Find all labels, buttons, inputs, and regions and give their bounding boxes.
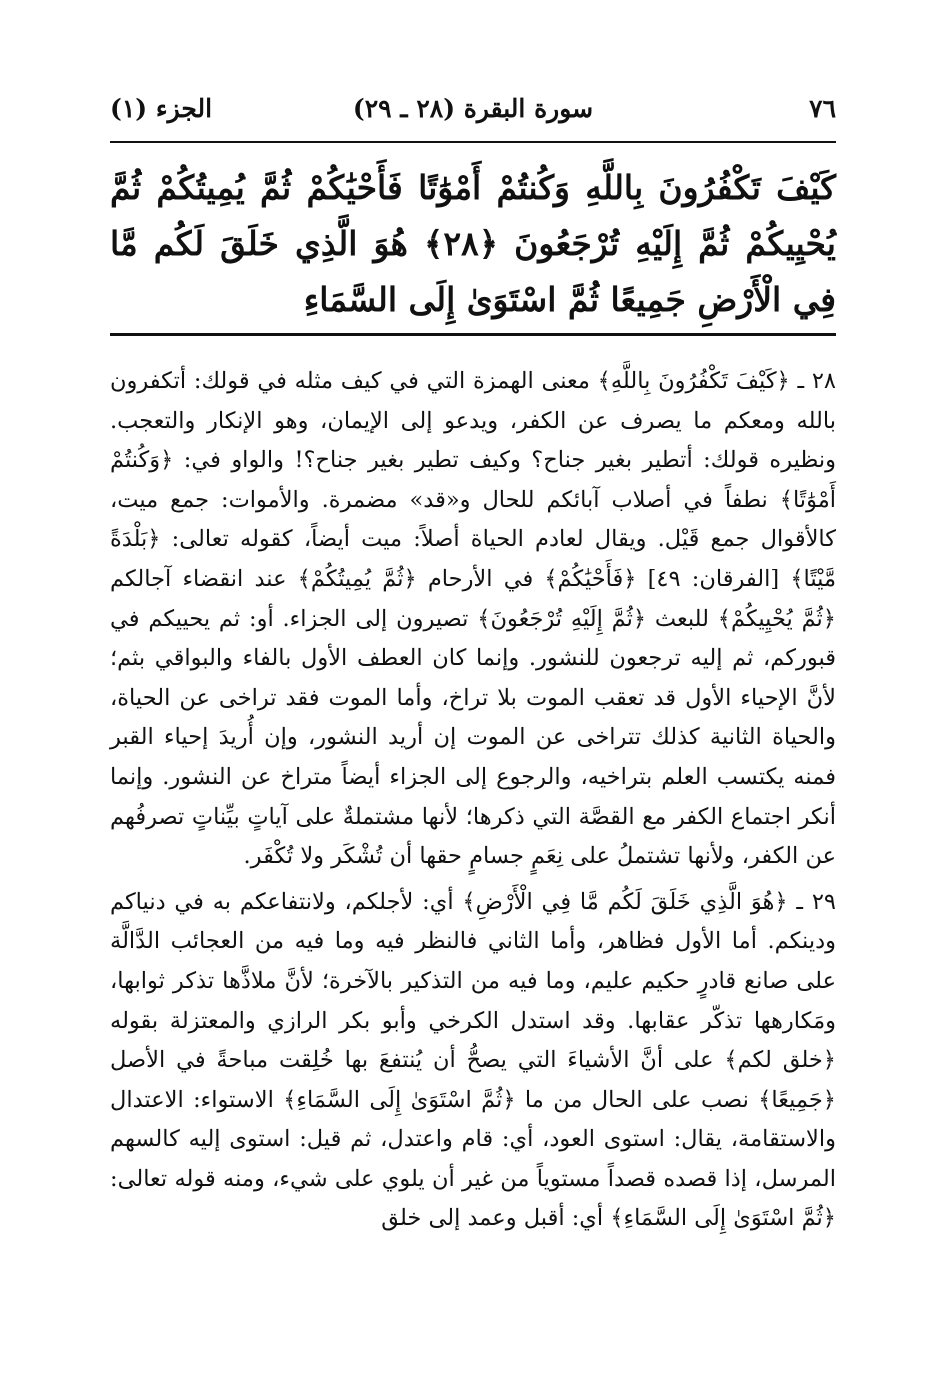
juz-label: الجزء (١) bbox=[110, 94, 213, 123]
commentary-paragraph-28: ٢٨ ـ ﴿كَيْفَ تَكْفُرُونَ بِاللَّهِ﴾ معنى الهمزة التي في كيف مثله في قولك: أتكفرون بالله ومعكم ما يصرف عن الكفر، ويدعو إلى الإيمان، وهو الإنكار والتعجب. ونظيره قولك: أتطير بغير جناح؟ وكيف تطير بغير جناح؟! والواو في: ﴿وَكُنتُمْ أَمْوَٰتًا﴾ نطفاً في أصلاب آبائكم للحال و«قد» مضمرة. والأموات: جمع ميت، كالأقوال جمع قَيْل. ويقال لعادم الحياة أصلاً: ميت أيضاً، كقوله تعالى: ﴿بَلْدَةً مَّيْتًا﴾ [الفرقان: ٤٩] ﴿فَأَحْيَٰكُمْ﴾ في الأرحام ﴿ثُمَّ يُمِيتُكُمْ﴾ عند انقضاء آجالكم ﴿ثُمَّ يُحْيِيكُمْ﴾ للبعث ﴿ثُمَّ إِلَيْهِ تُرْجَعُونَ﴾ تصيرون إلى الجزاء. أو: ثم يحييكم في قبوركم، ثم إليه ترجعون للنشور. وإنما كان العطف الأول بالفاء والبواقي بثم؛ لأنَّ الإحياء الأول قد تعقب الموت بلا تراخ، وأما الموت فقد تراخى عن الحياة، والحياة الثانية كذلك تتراخى عن الموت إن أريد النشور، وإن أُريدَ إحياء القبر فمنه يكتسب العلم بتراخيه، والرجوع إلى الجزاء أيضاً متراخ عن النشور. وإنما أنكر اجتماع الكفر مع القصَّة التي ذكرها؛ لأنها مشتملةٌ على آياتٍ بيِّناتٍ تصرفُهم عن الكفر، ولأنها تشتملُ على نِعَمٍ جسامٍ حقها أن تُشْكَر ولا تُكْفَر. bbox=[110, 368, 836, 870]
page-header bbox=[110, 88, 836, 138]
surah-title: سورة البقرة (٢٨ ـ ٢٩) bbox=[352, 94, 594, 123]
verse-divider bbox=[110, 333, 836, 336]
quran-verse: كَيْفَ تَكْفُرُونَ بِاللَّهِ وَكُنتُمْ أَمْوَٰتًا فَأَحْيَٰكُمْ ثُمَّ يُمِيتُكُمْ ثُمَّ يُحْيِيكُمْ ثُمَّ إِلَيْهِ تُرْجَعُونَ ﴿٢٨﴾ هُوَ الَّذِي خَلَقَ لَكُم مَّا فِي الْأَرْضِ جَمِيعًا ثُمَّ اسْتَوَىٰ إِلَى السَّمَاءِ bbox=[110, 168, 836, 319]
commentary-paragraph-29: ٢٩ ـ ﴿هُوَ الَّذِي خَلَقَ لَكُم مَّا فِي الْأَرْضِ﴾ أي: لأجلكم، ولانتفاعكم به في دنياكم ودينكم. أما الأول فظاهر، وأما الثاني فالنظر فيه وما فيه من العجائب الدَّالَّة على صانع قادرٍ حكيم عليم، وما فيه من التذكير بالآخرة؛ لأنَّ ملاذَّها تذكر ثوابها، ومَكارهها تذكّر عقابها. وقد استدل الكرخي وأبو بكر الرازي والمعتزلة بقوله ﴿خلق لكم﴾ على أنَّ الأشياءَ التي يصحُّ أن يُنتفعَ بها خُلِقت مباحةً في الأصل ﴿جَمِيعًا﴾ نصب على الحال من ما ﴿ثُمَّ اسْتَوَىٰ إِلَى السَّمَاءِ﴾ الاستواء: الاعتدال والاستقامة، يقال: استوى العود، أي: قام واعتدل، ثم قيل: استوى إليه كالسهم المرسل، إذا قصده قصداً مستوياً من غير أن يلوي على شيء، ومنه قوله تعالى: ﴿ثُمَّ اسْتَوَىٰ إِلَى السَّمَاءِ﴾ أي: أقبل وعمد إلى خلق bbox=[110, 888, 836, 1232]
commentary-body bbox=[110, 362, 836, 1245]
header-divider bbox=[110, 141, 836, 143]
page-number: ٧٦ bbox=[809, 94, 836, 123]
